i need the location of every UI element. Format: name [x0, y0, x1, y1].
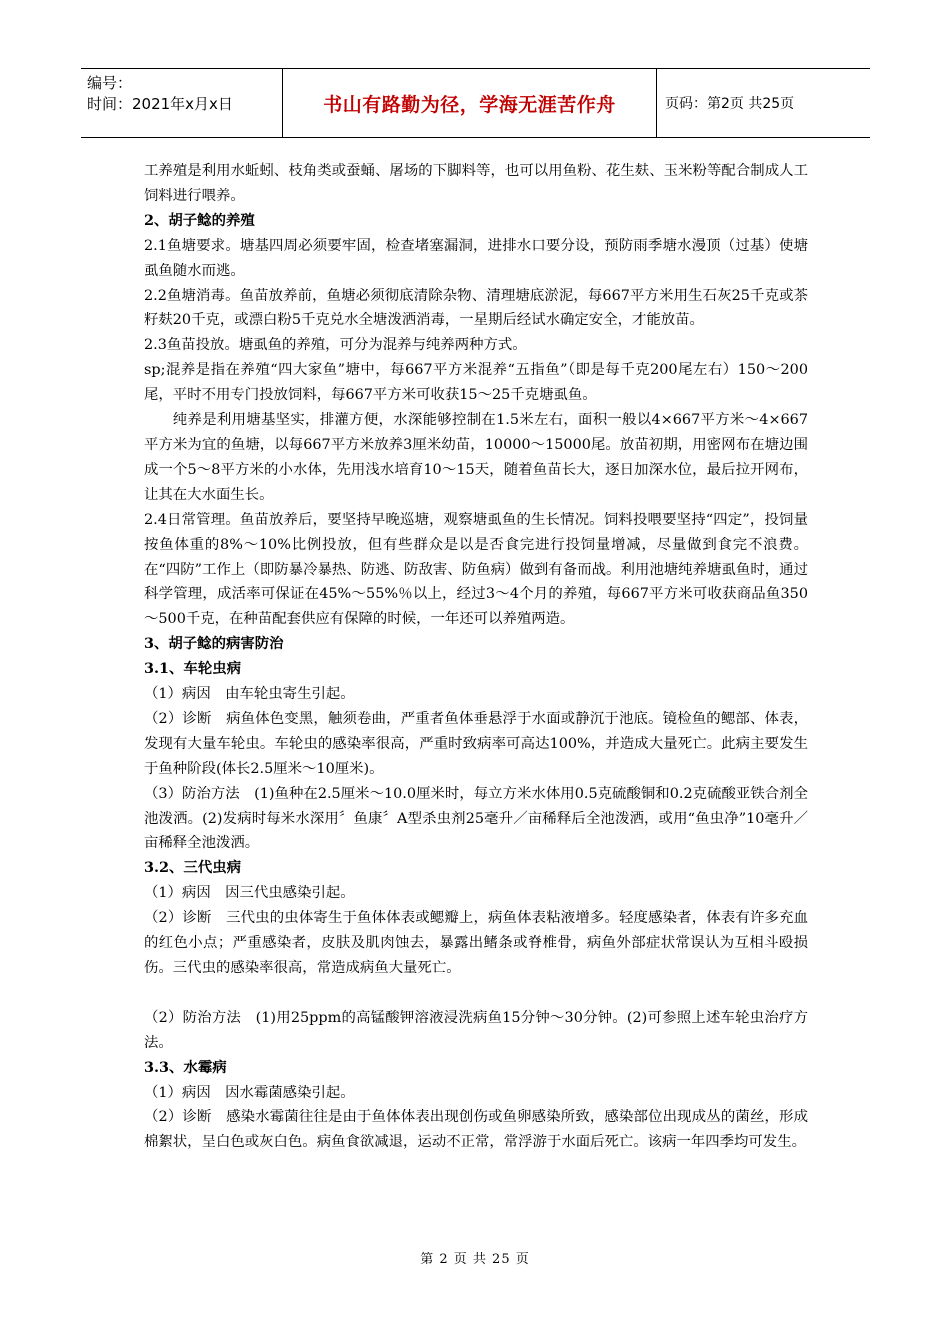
header-info-cell: [81, 69, 283, 137]
subsection-heading: 3.1、车轮虫病: [144, 660, 241, 678]
blank-line: [144, 981, 808, 1006]
body-paragraph: 2.3鱼苗投放。塘虱鱼的养殖，可分为混养与纯养两种方式。: [144, 337, 527, 354]
body-paragraph: （3）防治方法 (1)鱼种在2.5厘米～10.0厘米时，每立方米水体用0.5克硫酸铜和0.2克硫酸亚铁合剂全池泼洒。(2)发病时每米水深用〞鱼康〞A型杀虫剂25毫升／亩稀释后全池泼洒，或用“鱼虫净”10毫升／亩稀释全池泼洒。: [144, 785, 808, 852]
body-paragraph: （1）病因 因水霉菌感染引起。: [144, 1084, 355, 1101]
body-paragraph: 2.4日常管理。鱼苗放养后，要坚持早晚巡塘，观察塘虱鱼的生长情况。饲料投喂要坚持“四定”，投饲量按鱼体重的8%～10%比例投放，但有些群众是以是否食完进行投饲量增减，尽量做到食完不浪费。在“四防”工作上（即防暴冷暴热、防逃、防敌害、防鱼病）做到有备而战。利用池塘纯养塘虱鱼时，通过科学管理，成活率可保证在45%～55%％以上，经过3～4个月的养殖，每667平方米可收获商品鱼350～500千克，在种苗配套供应有保障的时候，一年还可以养殖两造。: [144, 511, 808, 628]
body-paragraph: 2.1鱼塘要求。塘基四周必须要牢固，检查堵塞漏洞，进排水口要分设，预防雨季塘水漫顶（过基）使塘虱鱼随水而逃。: [144, 237, 808, 279]
document-date-label: 时间：2021年x月x日: [87, 95, 233, 113]
body-paragraph: sp;混养是指在养殖“四大家鱼”塘中，每667平方米混养“五指鱼”（即是每千克200尾左右）150～200尾，平时不用专门投放饲料，每667平方米可收获15～25千克塘虱鱼。: [144, 362, 808, 404]
body-paragraph: （2）诊断 三代虫的虫体寄生于鱼体体表或鳃瓣上，病鱼体表粘液增多。轻度感染者，体表有许多充血的红色小点；严重感染者，皮肤及肌肉蚀去，暴露出鳍条或脊椎骨，病鱼外部症状常误认为互相斗殴损伤。三代虫的感染率很高，常造成病鱼大量死亡。: [144, 910, 808, 976]
document-number-label: 编号：: [87, 74, 133, 92]
body-paragraph: （2）诊断 病鱼体色变黑，触须卷曲，严重者鱼体垂悬浮于水面或静沉于池底。镜检鱼的鳃部、体表，发现有大量车轮虫。车轮虫的感染率很高，严重时致病率可高达100%，并造成大量死亡。此病主要发生于鱼种阶段(体长2.5厘米～10厘米)。: [144, 710, 808, 777]
section-heading: 2、胡子鲶的养殖: [144, 211, 255, 229]
body-paragraph: （1）病因 由车轮虫寄生引起。: [144, 686, 355, 703]
page-header: [81, 68, 870, 138]
subsection-heading: 3.3、水霉病: [144, 1058, 227, 1076]
body-paragraph: （2）诊断 感染水霉菌往往是由于鱼体体表出现创伤或鱼卵感染所致，感染部位出现成丛的菌丝，形成棉絮状，呈白色或灰白色。病鱼食欲减退，运动不正常，常浮游于水面后死亡。该病一年四季均可发生。: [144, 1109, 808, 1151]
body-paragraph: 工养殖是利用水蚯蚓、枝角类或蚕蛹、屠场的下脚料等，也可以用鱼粉、花生麸、玉米粉等配合制成人工饲料进行喂养。: [144, 163, 808, 204]
body-paragraph: （2）防治方法 (1)用25ppm的高锰酸钾溶液浸洗病鱼15分钟～30分钟。(2)可参照上述车轮虫治疗方法。: [144, 1009, 808, 1051]
body-paragraph: 纯养是利用塘基坚实，排灌方便，水深能够控制在1.5米左右，面积一般以4×667平方米～4×667平方米为宜的鱼塘，以每667平方米放养3厘米幼苗，10000～15000尾。放苗初期，用密网布在塘边围成一个5～8平方米的小水体，先用浅水培育10～15天，随着鱼苗长大，逐日加深水位，最后拉开网布，让其在大水面生长。: [144, 412, 808, 503]
page-footer: 第 2 页 共 25 页: [420, 1252, 530, 1267]
header-motto: 书山有路勤为径，学海无涯苦作舟: [283, 69, 657, 137]
body-paragraph: （1）病因 因三代虫感染引起。: [144, 885, 355, 902]
section-heading: 3、胡子鲶的病害防治: [144, 635, 284, 653]
document-body: [144, 159, 808, 1155]
body-paragraph: 2.2鱼塘消毒。鱼苗放养前，鱼塘必须彻底清除杂物、清理塘底淤泥，每667平方米用生石灰25千克或茶籽麸20千克，或漂白粉5千克兑水全塘泼洒消毒，一星期后经试水确定安全，才能放苗。: [144, 287, 808, 329]
header-page-label: 页码：第2页 共25页: [665, 96, 795, 112]
subsection-heading: 3.2、三代虫病: [144, 859, 241, 877]
